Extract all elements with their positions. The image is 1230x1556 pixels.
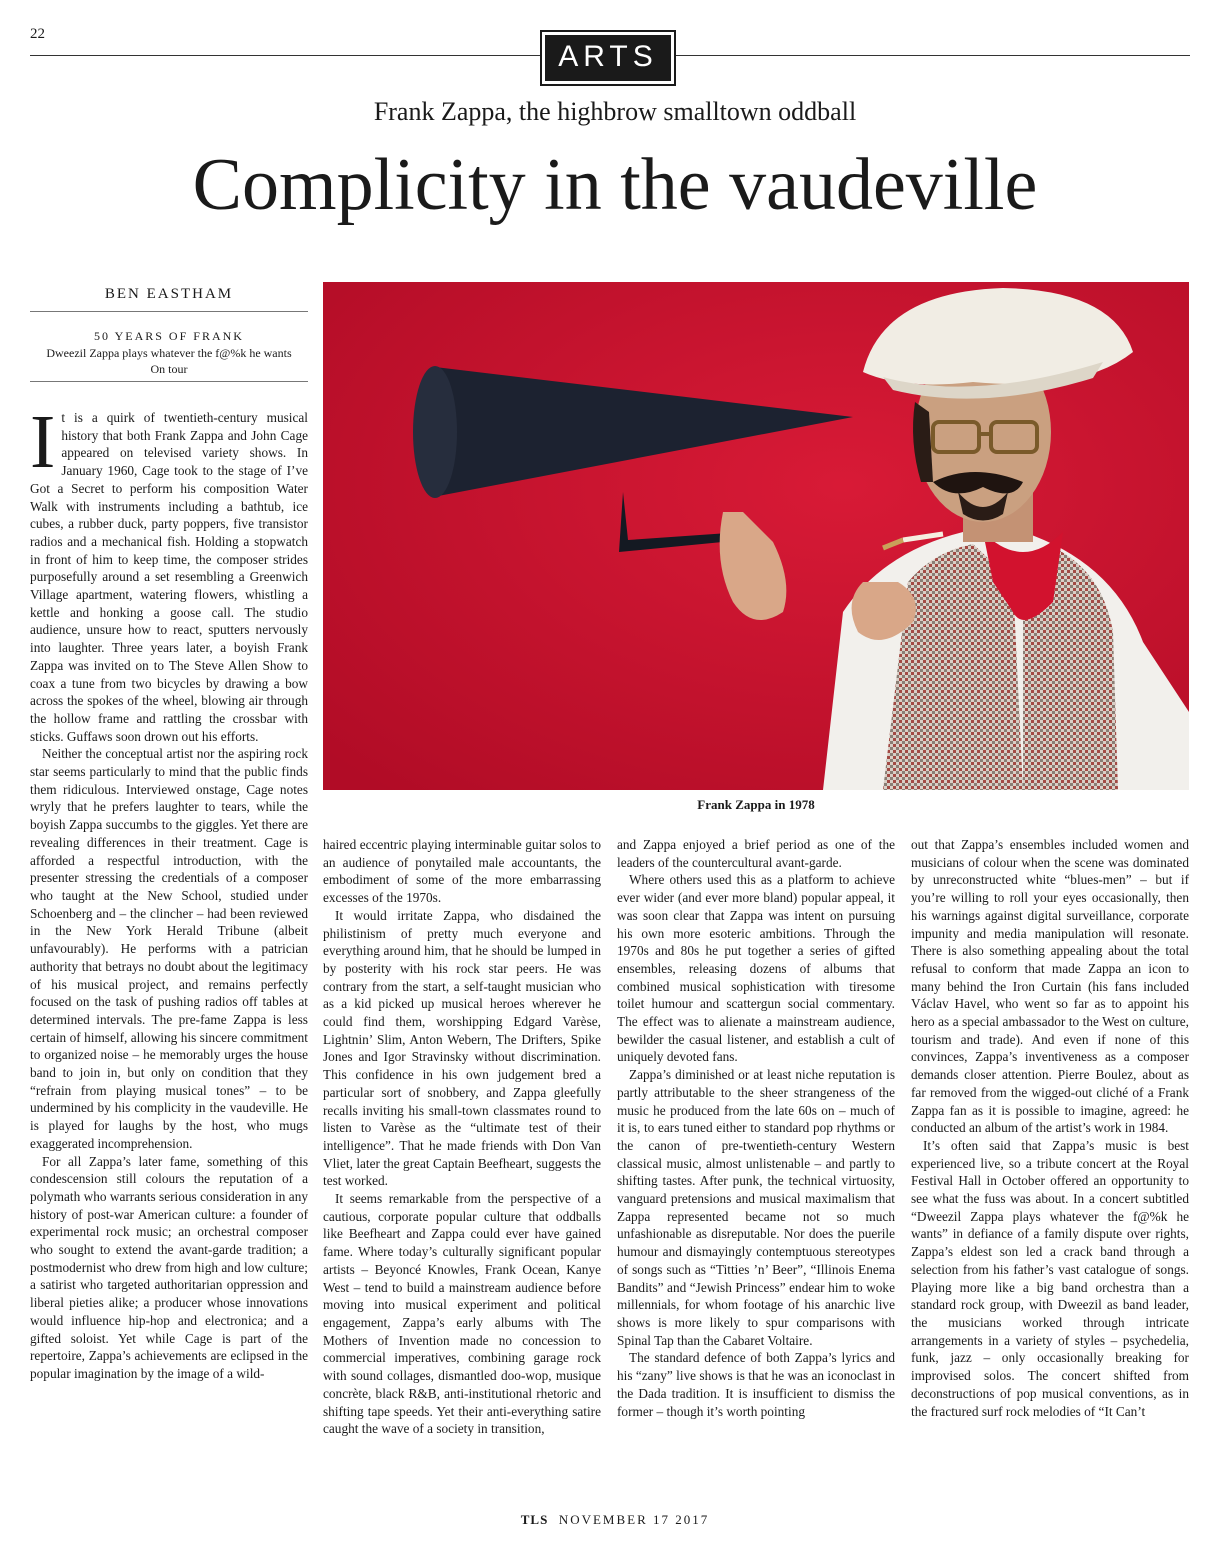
- article-column-3: [617, 836, 895, 1420]
- paragraph: Neither the conceptual artist nor the aspiring rock star seems particularly to mind that the public finds them ridiculous. Interviewed onstage, Cage notes wryly that he prefers laughter to tears, while the boyish Zappa succumbs to the giggles. Yet there are revealing differences in their treatment. Cage is afforded a respectful introduction, with the presenter stressing the credentials of a composer who taught at the New School, studied under Schoenberg and – the clincher – had been reviewed in the New York Herald Tribune (albeit unfavourably). He performs with a patrician authority that betrays no doubt about the legitimacy of his musical project, and remains perfectly focused on the task of pushing radios off tables at determined intervals. The pre-fame Zappa is less certain of himself, allowing his sincere commitment to organized noise – he memorably urges the house band to join in, but only on condition that they “refrain from playing musical tones” – to be undermined by his complicity in the vaudeville. He is played for laughs by the host, who mugs exaggerated incomprehension.: [30, 746, 308, 1151]
- paragraph: Zappa’s diminished or at least niche reputation is partly attributable to the sheer strangeness of the music he produced from the late 60s on – much of it is, to ears tuned either to standard pop rhythms or the canon of pre-twentieth-century Western classical music, almost unlistenable – and partly to shifting tastes. After punk, the technical virtuosity, vanguard pretensions and musical maximalism that Zappa represented became not so much unfashionable as disreputable. Nor does the puerile humour and dismayingly contemptuous stereotypes of songs such as “Titties ’n’ Beer”, “Illinois Enema Bandits” and “Jewish Princess” endear him to woke millennials, for whom footage of his anarchic live shows is more likely to spur comparisons with Spinal Tap than the Cabaret Voltaire.: [617, 1067, 895, 1348]
- paragraph: haired eccentric playing interminable guitar solos to an audience of ponytailed male accountants, the embodiment of some of the more embarrassing excesses of the 1970s.: [323, 837, 601, 906]
- paragraph: It would irritate Zappa, who disdained the philistinism of pretty much everyone and everything around him, that he should be lumped in by posterity with his rock star peers. He was contrary from the start, a self-taught musician who as a kid picked up musical heroes wherever he could find them, worshipping Edgard Varèse, Lightnin’ Slim, Anton Webern, The Drifters, Spike Jones and Igor Stravinsky without discrimination. This confidence in his own judgement bred a particular sort of snobbery, and Zappa gleefully recalls inviting his small-town classmates round to listen to Varèse as the “ultimate test of their intelligence”. That he made friends with Don Van Vliet, later the great Captain Beefheart, suggests the test worked.: [323, 907, 601, 1189]
- page-number: 22: [30, 26, 45, 42]
- paragraph: It’s often said that Zappa’s music is best experienced live, so a tribute concert at the Royal Festival Hall in October offered an opportunity to see what the fuss was about. In a concert subtitled “Dweezil Zappa plays whatever the f@%k he wants” in defiance of a family dispute over rights, Zappa’s eldest son led a crack band through a selection from his father’s vast catalogue of songs. Playing more like a big band orchestra than a standard rock group, with Dweezil as band leader, the musicians worked through intricate arrangements in a variety of styles – psychedelia, funk, jazz – only occasionally breaking for improvised solos. The concert shifted from deconstructions of pop musical conventions, as in the fractured surf rock melodies of “It Can’t: [911, 1137, 1189, 1419]
- paragraph: It seems remarkable from the perspective of a cautious, corporate popular culture that oddballs like Beefheart and Zappa could ever have gained fame. Where today’s culturally significant popular artists – Beyoncé Knowles, Frank Ocean, Kanye West – tend to build a mainstream audience before moving into musical experiment and political engagement, Zappa’s early albums with The Mothers of Invention made no concession to commercial imperatives, combining garage rock with sound collages, dismantled doo-wop, musique concrète, black R&B, anti-institutional rhetoric and shifting tape speeds. Yet their anti-everything satire caught the wave of a society in transition,: [323, 1191, 601, 1437]
- article-column-2: [323, 836, 601, 1438]
- review-box-note: On tour: [150, 362, 188, 376]
- review-box-title: 50 YEARS OF FRANK: [94, 329, 244, 343]
- review-box-rule: [30, 381, 308, 382]
- paragraph: The standard defence of both Zappa’s lyrics and his “zany” live shows is that he was an iconoclast in the Dada tradition. It is insufficient to dismiss the former – though it’s worth pointing: [617, 1350, 895, 1419]
- byline-rule: [30, 311, 308, 312]
- paragraph: [30, 400, 308, 745]
- footer-publication: TLS: [520, 1512, 549, 1527]
- article-kicker: Frank Zappa, the highbrow smalltown oddball: [373, 97, 857, 126]
- paragraph-text: t is a quirk of twentieth-century musical history that both Frank Zappa and John Cage appeared on televised variety shows. In January 1960, Cage took to the stage of I’ve Got a Secret to perform his composition Water Walk with instruments including a bathtub, ice cubes, a rubber duck, party poppers, five transistor radios and a mechanical fish. Holding a stopwatch in front of him to keep time, the composer strides purposefully around a set resembling a Greenwich Village apartment, watering flowers, whistling a kettle and honking a goose call. The studio audience, unsure how to react, sputters nervously into laughter. Three years later, a boyish Frank Zappa was invited on to The Steve Allen Show to coax a tune from two bicycles by drawing a bow across the spokes of the wheel, blowing air through the hollow frame and rattling the crossbar with sticks. Guffaws soon drown out his efforts.: [30, 410, 308, 744]
- paragraph: out that Zappa’s ensembles included women and musicians of colour when the scene was dominated by unreconstructed white “blues-men” – but if you’re willing to roll your eyes occasionally, then his warnings against digital surveillance, corporate impunity and media manipulation will resonate. There is also something appealing about the total refusal to conform that made Zappa an icon to many behind the Iron Curtain (his fans included Václav Havel, who went so far as to appoint his hero as a special ambassador to the West on culture, tourism and trade). And even if none of this convinces, Zappa’s inventiveness as a composer demands closer attention. Pierre Boulez, about as far removed from the wigged-out cliché of a Frank Zappa fan as it is possible to imagine, agreed: he conducted an album of the artist’s work in 1984.: [911, 837, 1189, 1136]
- photo-caption: Frank Zappa in 1978: [697, 797, 815, 812]
- section-label-text: ARTS: [545, 35, 671, 81]
- page-footer: [0, 1512, 1230, 1528]
- paragraph: For all Zappa’s later fame, something of this condescension still colours the reputation of a polymath who warrants serious consideration in any history of post-war American culture: a founder of experimental rock music; an orchestral composer who sought to extend the avant-garde tradition; a postmodernist who drew from high and low culture; a satirist who targeted authoritarian oppression and liberal pieties alike; a producer whose innovations would influence hip-hop and electronica; and a gifted soloist. Yet while Cage is part of the repertoire, Zappa’s achievements are eclipsed in the popular imagination by the image of a wild-: [30, 1153, 308, 1381]
- paragraph: and Zappa enjoyed a brief period as one of the leaders of the countercultural avant-garde.: [617, 837, 895, 870]
- paragraph: Where others used this as a platform to achieve ever wider (and ever more bland) popular appeal, it was soon clear that Zappa was intent on pursuing his own more esoteric ambitions. Through the 1970s and 80s he put together a series of gifted ensembles, releasing dozens of albums that combined musical sophistication with tiresome toilet humour and scattergun social commentary. The effect was to alienate a mainstream audience, bewilder the casual listener, and establish a cult of uniquely devoted fans.: [617, 872, 895, 1065]
- article-column-1: [30, 400, 308, 1383]
- section-label: [540, 30, 676, 86]
- article-headline: Complicity in the vaudeville: [192, 144, 1038, 226]
- article-photo: [323, 282, 1189, 790]
- article-column-4: [911, 836, 1189, 1420]
- review-box-subtitle: Dweezil Zappa plays whatever the f@%k he wants: [46, 346, 292, 360]
- frank-zappa-photo: [323, 282, 1189, 790]
- drop-cap: I: [30, 400, 56, 484]
- footer-date: NOVEMBER 17 2017: [558, 1512, 710, 1527]
- byline: BEN EASTHAM: [104, 286, 234, 302]
